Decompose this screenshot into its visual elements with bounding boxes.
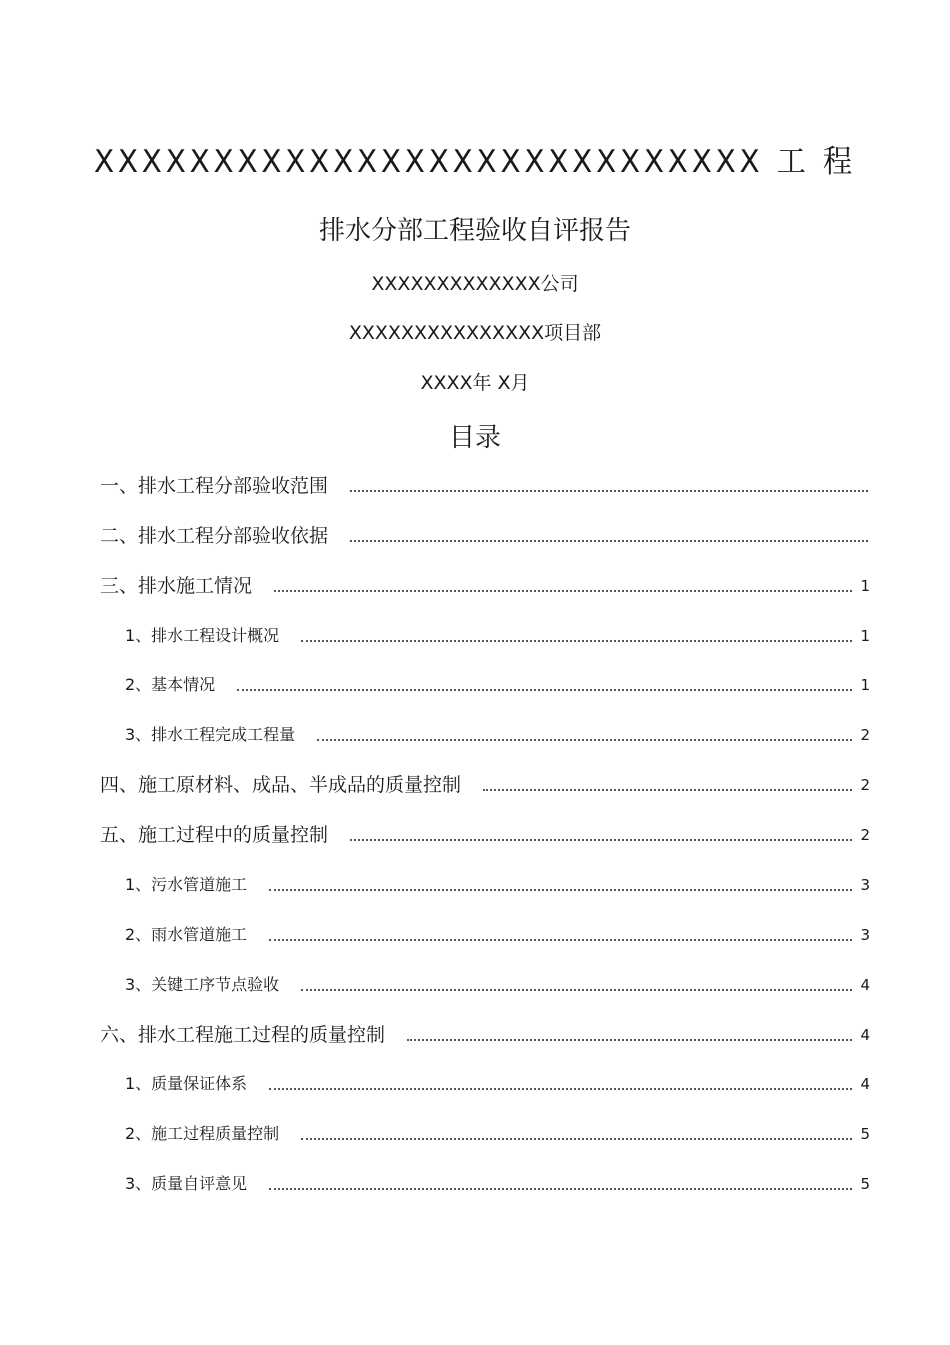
- toc-entry[interactable]: [0, 1069, 950, 1099]
- toc-page-number: 1: [860, 676, 870, 694]
- toc-entry-label: 1、污水管道施工: [125, 875, 248, 894]
- toc-entry[interactable]: [0, 820, 950, 850]
- toc-page-number: 5: [860, 1125, 870, 1143]
- toc-leader-dots: [237, 689, 852, 691]
- toc-entry[interactable]: [0, 670, 950, 700]
- toc-heading: 目录: [448, 423, 501, 453]
- toc-leader-dots: [274, 590, 852, 592]
- toc-entry[interactable]: [0, 870, 950, 900]
- toc-entry-label: 1、质量保证体系: [125, 1074, 248, 1093]
- toc-page-number: 1: [860, 627, 870, 645]
- toc-leader-dots: [350, 490, 868, 492]
- toc-leader-dots: [483, 789, 852, 791]
- toc-entry-label: 2、雨水管道施工: [125, 925, 248, 944]
- toc-entry[interactable]: [0, 521, 950, 551]
- toc-entry[interactable]: [0, 770, 950, 800]
- toc-page-number: 4: [860, 1026, 870, 1044]
- toc-entry-label: 五、施工过程中的质量控制: [100, 824, 329, 846]
- department-name: XXXXXXXXXXXXXXX项目部: [348, 322, 602, 344]
- toc-page-number: 4: [860, 1075, 870, 1093]
- toc-leader-dots: [407, 1039, 852, 1041]
- toc-entry-label: 3、关键工序节点验收: [125, 975, 280, 994]
- toc-leader-dots: [269, 889, 852, 891]
- toc-entry-label: 四、施工原材料、成品、半成品的质量控制: [100, 774, 462, 796]
- toc-entry[interactable]: [0, 720, 950, 750]
- toc-entry-label: 一、排水工程分部验收范围: [100, 475, 329, 497]
- toc-leader-dots: [350, 839, 852, 841]
- toc-leader-dots: [269, 1188, 852, 1190]
- toc-page-number: 2: [860, 726, 870, 744]
- report-date: XXXX年 X月: [420, 372, 530, 394]
- toc-entry[interactable]: [0, 920, 950, 950]
- toc-page-number: 2: [860, 776, 870, 794]
- document-title: XXXXXXXXXXXXXXXXXXXXXXXXXXXX 工 程: [93, 144, 857, 180]
- toc-page-number: 3: [860, 926, 870, 944]
- toc-page-number: 1: [860, 577, 870, 595]
- toc-page-number: 2: [860, 826, 870, 844]
- toc-leader-dots: [269, 939, 852, 941]
- toc-entry-label: 2、基本情况: [125, 675, 216, 694]
- toc-entry[interactable]: [0, 970, 950, 1000]
- toc-entry-label: 3、质量自评意见: [125, 1174, 248, 1193]
- document-subtitle: 排水分部工程验收自评报告: [318, 216, 631, 246]
- toc-entry[interactable]: [0, 1169, 950, 1199]
- company-name: XXXXXXXXXXXXX公司: [371, 273, 579, 295]
- toc-entry[interactable]: [0, 621, 950, 651]
- toc-entry[interactable]: [0, 1119, 950, 1149]
- toc-leader-dots: [301, 1138, 852, 1140]
- toc-page-number: 4: [860, 976, 870, 994]
- toc-entry[interactable]: [0, 571, 950, 601]
- toc-entry-label: 三、排水施工情况: [100, 575, 253, 597]
- toc-leader-dots: [301, 989, 852, 991]
- toc-leader-dots: [269, 1088, 852, 1090]
- toc-leader-dots: [350, 540, 868, 542]
- toc-page-number: 3: [860, 876, 870, 894]
- toc-page-number: 5: [860, 1175, 870, 1193]
- toc-leader-dots: [317, 739, 852, 741]
- toc-entry-label: 六、排水工程施工过程的质量控制: [100, 1024, 386, 1046]
- toc-entry-label: 1、排水工程设计概况: [125, 626, 280, 645]
- toc-entry[interactable]: [0, 1020, 950, 1050]
- toc-entry-label: 2、施工过程质量控制: [125, 1124, 280, 1143]
- toc-leader-dots: [301, 640, 852, 642]
- toc-entry-label: 3、排水工程完成工程量: [125, 725, 296, 744]
- toc-entry-label: 二、排水工程分部验收依据: [100, 525, 329, 547]
- toc-entry[interactable]: [0, 471, 950, 501]
